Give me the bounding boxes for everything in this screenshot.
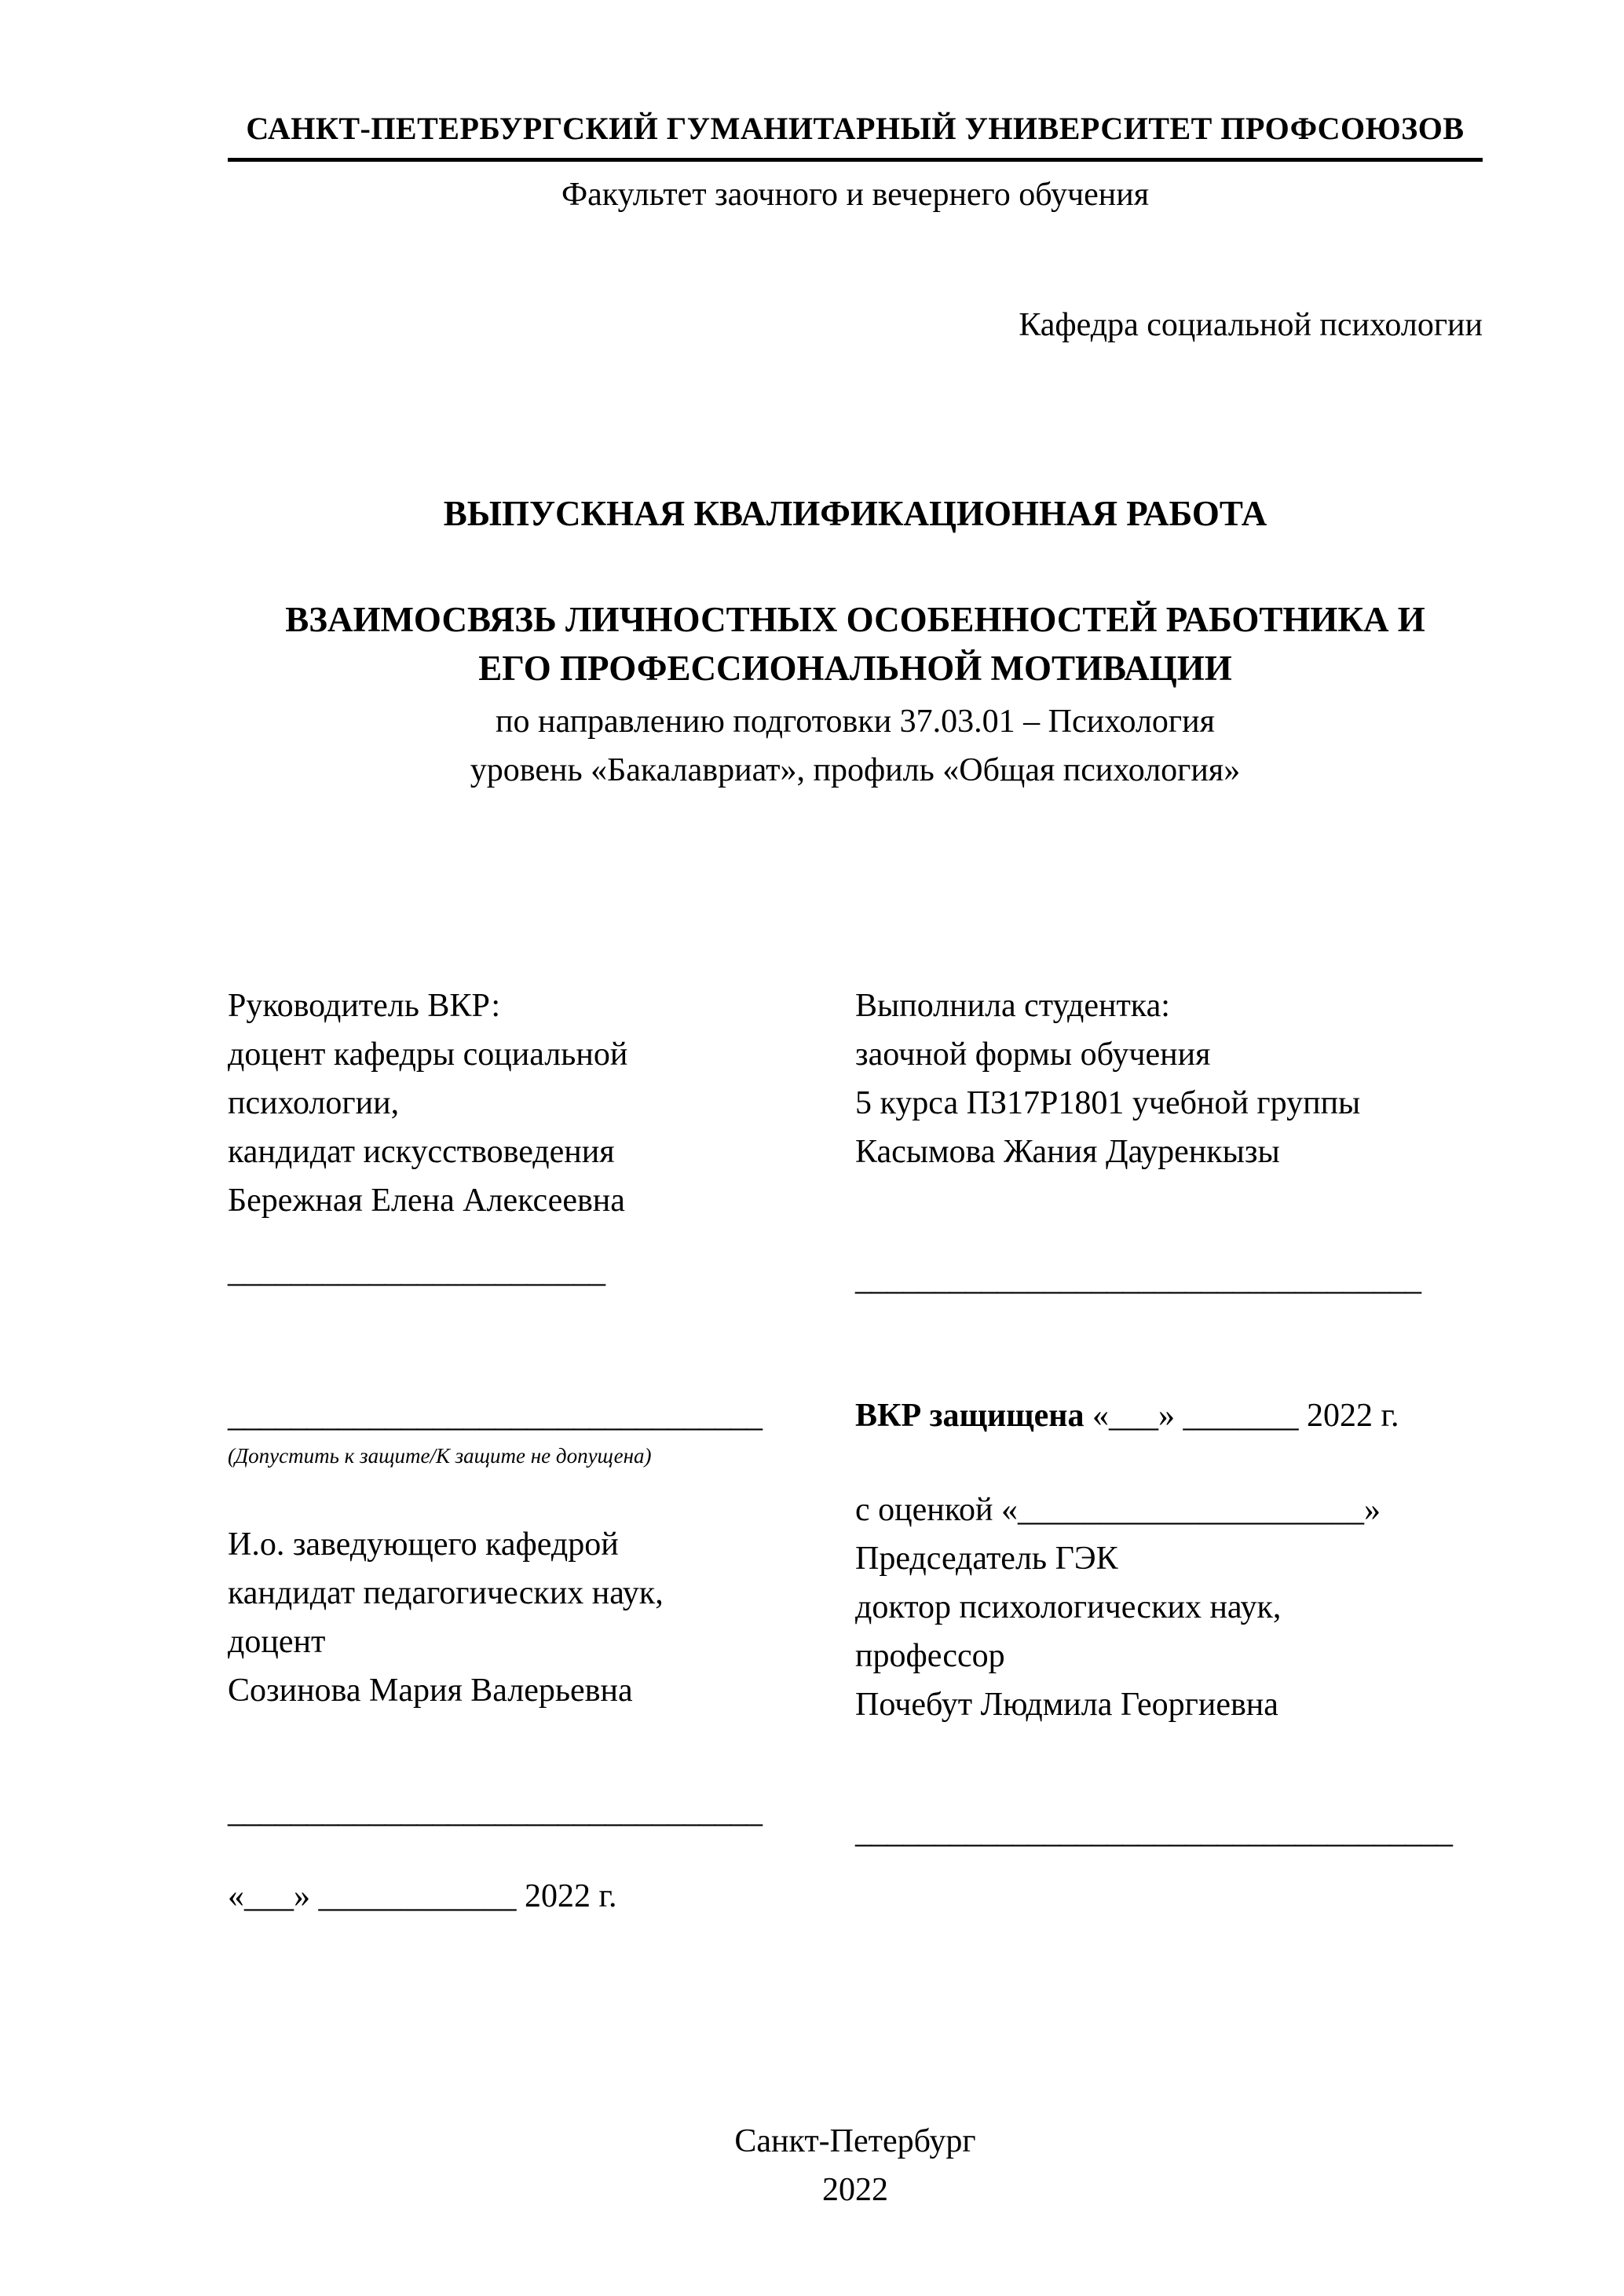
direction-line: по направлению подготовки 37.03.01 – Психология	[496, 704, 1215, 740]
head-line: кандидат педагогических наук,	[228, 1575, 664, 1611]
head-signature-line: __________________________________	[228, 1793, 762, 1830]
head-of-department-block	[228, 1520, 816, 1715]
level-line: уровень «Бакалавриат», профиль «Общая психология»	[470, 752, 1241, 788]
student-label: Выполнила студентка:	[855, 988, 1170, 1024]
supervisor-label: Руководитель ВКР:	[228, 988, 501, 1024]
grade-line: с оценкой «_____________________»	[855, 1492, 1381, 1528]
footer	[228, 2117, 1483, 2214]
thesis-title-line2: ЕГО ПРОФЕССИОНАЛЬНОЙ МОТИВАЦИИ	[478, 649, 1232, 688]
defense-label: ВКР защищена	[855, 1398, 1084, 1434]
thesis-title	[228, 595, 1483, 693]
supervisor-line: доцент кафедры социальной	[228, 1036, 628, 1073]
chairman-signature-line: ______________________________________	[855, 1814, 1452, 1850]
chairman-line: профессор	[855, 1638, 1005, 1674]
supervisor-line: психологии,	[228, 1085, 400, 1121]
head-line: доцент	[228, 1624, 326, 1660]
faculty-line: Факультет заочного и вечернего обучения	[561, 177, 1150, 213]
thesis-title-line1: ВЗАИМОСВЯЗЬ ЛИЧНОСТНЫХ ОСОБЕННОСТЕЙ РАБОТНИКА И	[285, 600, 1425, 639]
student-signature-line: ____________________________________	[855, 1261, 1421, 1297]
supervisor-block	[228, 982, 855, 1303]
head-line: И.о. заведующего кафедрой	[228, 1526, 619, 1563]
admission-block	[228, 1391, 855, 1921]
admission-date-line: «___» ____________ 2022 г.	[228, 1878, 617, 1914]
work-type-heading: ВЫПУСКНАЯ КВАЛИФИКАЦИОННАЯ РАБОТА	[443, 494, 1267, 533]
chairman-line: доктор психологических наук,	[855, 1589, 1282, 1625]
student-line: заочной формы обучения	[855, 1036, 1211, 1073]
student-block	[855, 982, 1483, 1303]
signatures-block-2	[228, 1391, 1483, 1921]
supervisor-line: кандидат искусствоведения	[228, 1134, 615, 1170]
admission-note: (Допустить к защите/К защите не допущена)	[228, 1444, 652, 1468]
defense-block	[855, 1391, 1483, 1921]
chairman-name: Почебут Людмила Георгиевна	[855, 1687, 1278, 1723]
defense-date-line	[855, 1391, 1483, 1440]
university-name: САНКТ-ПЕТЕРБУРГСКИЙ ГУМАНИТАРНЫЙ УНИВЕРСИТЕТ ПРОФСОЮЗОВ	[228, 110, 1483, 162]
department-line: Кафедра социальной психологии	[1019, 307, 1483, 343]
supervisor-signature-line: ________________________	[228, 1253, 605, 1289]
signatures-block-1	[228, 982, 1483, 1303]
head-name: Созинова Мария Валерьевна	[228, 1673, 633, 1709]
student-name: Касымова Жания Дауренкызы	[855, 1134, 1280, 1170]
year-line: 2022	[822, 2172, 888, 2208]
chairman-line: Председатель ГЭК	[855, 1541, 1118, 1577]
defense-date-blanks: «___» _______ 2022 г.	[1084, 1398, 1399, 1434]
supervisor-name: Бережная Елена Алексеевна	[228, 1183, 625, 1219]
city-line: Санкт-Петербург	[734, 2123, 976, 2159]
admission-signature-line: __________________________________	[228, 1398, 762, 1434]
study-direction	[228, 697, 1483, 795]
student-line: 5 курса ПЗ17Р1801 учебной группы	[855, 1085, 1361, 1121]
